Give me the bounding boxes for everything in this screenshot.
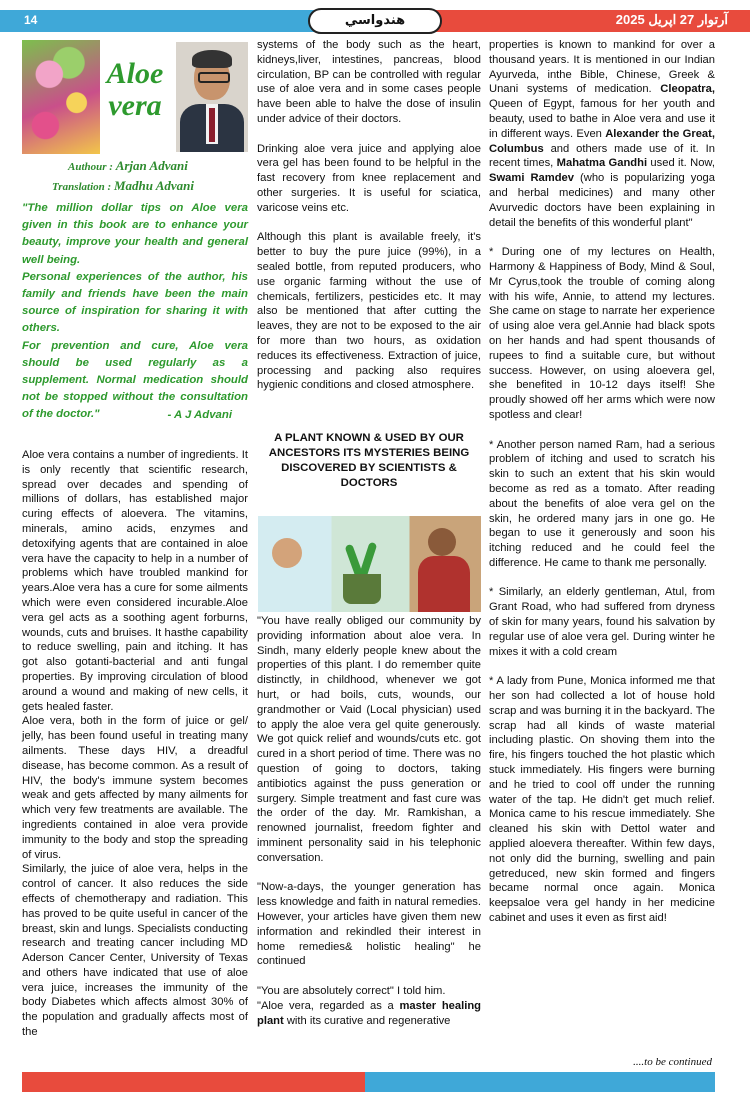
body-paragraph: "Now-a-days, the younger generation has less knowledge and faith in natural remedies. However, your articles have given them new information and rekindled their interest in home remedies& holistic healing" he continued <box>257 881 481 968</box>
body-paragraph: Although this plant is available freely, it's better to buy the pure juice (99%), in a sealed bottle, from reputed producers, who use organic farming without the use of chemicals, fertilizers, pesticides etc. It may also be mentioned that after cutting the leaves, they are not to be exposed to the air for more than two hours, as oxidation reduces its effectiveness. Extraction of juice, processing and packing also requires hygienic conditions and closed atmosphere. <box>257 231 481 392</box>
author-name: Arjan Advani <box>115 158 188 173</box>
quote-paragraph: For prevention and cure, Aloe vera should be used regularly as a supplement. Normal medication should not be stopped without the consultation of the doctor." <box>22 339 248 421</box>
translator-credit <box>52 178 194 194</box>
author-credit <box>68 158 188 174</box>
body-paragraph: properties is known to mankind for over a thousand years. It is mentioned in our Indian Ayurveda, inthe Bible, Chinese, Greek & Unani systems of medication. Cleopatra, Queen of Egypt, famous for her youth and beauty, used to bathe in Aloe vera and use it in different ways. Even Alexander the Great, Columbus and others made use of it. In recent times, Mahatma Gandhi used it. Now, Swami Ramdev (who is popularizing yoga and herbal medicines) and many other Avurvedic doctors have been explaining in detail the benefits of this wonderful plant" <box>489 39 716 229</box>
body-paragraph: * Similarly, an elderly gentleman, Atul, from Grant Road, who had suffered from dryness of skin for many years, found his salvation by regular use of aloe vera gel. During winter he mixes it with a cold cream <box>489 586 715 658</box>
footer-bar-left <box>22 1072 365 1092</box>
quote-paragraph: Personal experiences of the author, his family and friends have been the main source of inspiration for sharing it with others. <box>22 270 248 335</box>
body-paragraph: Aloe vera, both in the form of juice or gel/ jelly, has been found useful in treating many ailments. These days HIV, a dreadful disease, has become common. As a result of HIV, the body's immune system becomes weak and gets affected by many ailments for which very few treatments are available. The ingredients contained in aloe vera provide immunity to the body and stop the spreading of virus. <box>22 715 248 861</box>
section-heading: A PLANT KNOWN & USED BY OUR ANCESTORS ITS MYSTERIES BEING DISCOVERED BY SCIENTISTS & DOCTORS <box>268 432 470 489</box>
header-date: آرتوار 27 اپريل 2025 <box>615 12 728 27</box>
pull-quote <box>22 200 248 424</box>
column-3 <box>489 38 715 926</box>
body-paragraph: "You are absolutely correct" I told him. <box>257 984 446 997</box>
page-number: 14 <box>24 13 38 27</box>
column-2-lower <box>257 614 481 1028</box>
newspaper-logo: هندواسي <box>308 8 442 34</box>
body-paragraph: * Another person named Ram, had a serious problem of itching and used to scratch his skin to such an extent that his skin would become as red as a tomato. After reading about the benefits of aloe vera gel on the skin, he ordered many jars in one go. He began to use it generously and soon his itching reduced and he could feel the difference. He came to thank me personally. <box>489 438 715 569</box>
continued-note: ....to be continued <box>633 1056 712 1068</box>
quote-paragraph: "The million dollar tips on Aloe vera given in this book are to enhance your beauty, improve your health and general well being. <box>22 202 248 266</box>
body-paragraph: "You have really obliged our community by providing information about aloe vera. In Sindh, many elderly people knew about the properties of this plant. I do remember quite distinctly, in childhood, whenever we got hurt, or had boils, cuts, wounds, our grandmother or Vaid (Local physician) used to apply the aloe vera gel quite generously. We got quick relief and wounds/cuts etc. got cured in a short period of time. There was no question of going to doctors, taking antibiotics against the puss generation or surgery. Simple treatment and fast cure was the order of the day. Mr. Ramkishan, a renowned journalist, freedom fighter and imminent personality said in his telephonic conversation. <box>257 615 481 864</box>
author-photo <box>176 42 248 152</box>
body-paragraph: systems of the body such as the heart, kidneys,liver, intestines, pancreas, blood circulation, BP can be controlled with regular use of aloe vera and in some cases people have been able to halve the dose of insulin under advice of their doctors. <box>257 39 481 125</box>
body-paragraph: Aloe vera contains a number of ingredients. It is only recently that scientific research, spread over decades and spending of millions of dollars, has established major curing effects of aloevera. The vitamins, minerals, amino acids, enzymes and detoxifying agents that are contained in aloe vera have the capacity to help in a number of problems which have troubled mankind for years.Aloe vera has a cure for some ailments which were even considered incurable.Aloe vera gel acts as a soothing agent forburns, wounds, cuts and bruises. It hasthe capability to reduce swelling, pain and itching. It has got also gotanti-bacterial and anti fungal properties. By improving circulation of blood around a wound and making of new cells, it gets healed faster. <box>22 449 248 713</box>
column-1 <box>22 448 248 1040</box>
author-label: Authour : <box>68 161 116 173</box>
column-2 <box>257 38 481 393</box>
body-paragraph: * During one of my lectures on Health, Harmony & Happiness of Body, Mind & Soul, Mr Cyrus,took the trouble of coming along with his wife, Annie, to attend my lectures. She came on stage to narrate her experience of using aloe vera gel.Annie had black spots on her hands and had spent thousands of rupees to find a suitable cure, but without success. However, on using aloevera gel, she benefited in 10-12 days itself! She proudly showed off her arms which were now spotless and clear! <box>489 246 715 421</box>
body-paragraph: Drinking aloe vera juice and applying aloe vera gel has been found to be helpful in the fast recovery from knee replacement and other surgeries. It is useful for sciatica, varicose veins etc. <box>257 142 481 214</box>
body-paragraph: * A lady from Pune, Monica informed me that her son had collected a lot of house hold scrap and was burning it in the backyard. The scrap had all kinds of waste material including plastic. On shoving them into the fire, his fingers touched the hot plastic which stuck immediately. His fingers were burning and he tried to cool off under the running water of the tap. He didn't get much relief. Monica came to his rescue immediately. She cleaned his skin with Dettol water and applied aloevera thereafter. Within few days, not only did the burning, swelling and pain getreduced, new skin formed and fingers became normal once again. Monica keepsaloe vera gel handy in her medicine cabinet and uses it even as first aid! <box>489 675 715 925</box>
footer-bar-right <box>365 1072 715 1092</box>
flower-photo <box>22 40 100 154</box>
body-paragraph: "Aloe vera, regarded as a master healing plant with its curative and regenerative <box>257 999 481 1027</box>
quote-signature: - A J Advani <box>167 408 232 421</box>
translation-label: Translation : <box>52 181 114 193</box>
aloe-vera-illustration <box>258 516 481 612</box>
translator-name: Madhu Advani <box>113 178 195 193</box>
article-title: Aloe vera <box>106 57 164 122</box>
body-paragraph: Similarly, the juice of aloe vera, helps in the control of cancer. It also reduces the side effects of chemotherapy and radiation. This has proved to be quite useful in cancer of the breast, skin and lungs. Specialists conducting research and treating cancer including MD Aderson Cancer Center, University of Texas and others have indicated that use of aloe vera juice, increases the immunity of the body Diabetes which affects almost 30% of the population and gradually affects most of the <box>22 863 248 1039</box>
